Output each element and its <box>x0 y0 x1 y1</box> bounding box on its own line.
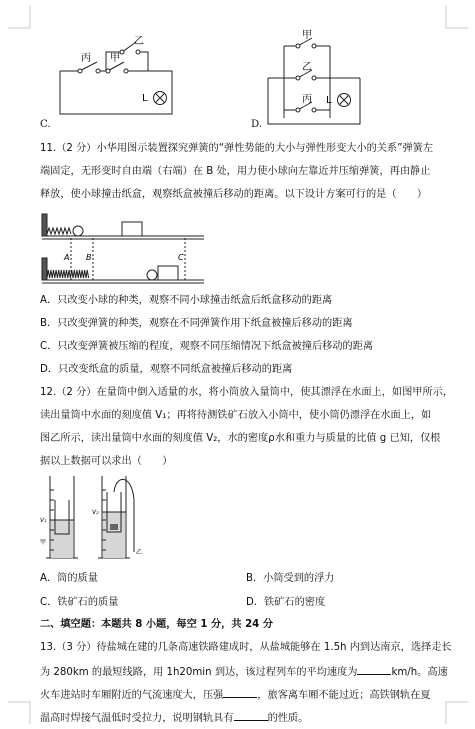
q13-blank-pressure[interactable] <box>223 687 257 698</box>
q13-line-4-text-b: 的性质。 <box>267 713 309 724</box>
circuit-d-label-bing: 丙 <box>302 94 312 105</box>
q13-line-4 <box>40 710 308 726</box>
q11-line-2: 端固定，无形变时自由端（右端）在 B 处，用力使小球向左靠近并压缩弹簧，再由静止 <box>40 166 431 177</box>
q12-line-4: 据以上数据可以求出（ ） <box>40 456 173 467</box>
q12-line-3: 图乙所示，读出量筒中水面的刻度值 V₂，水的密度ρ水和重力与质量的比值 g 已知，仅根 <box>40 433 441 444</box>
q13-line-2-text-a: 为 280km 的最短线路，用 1h20min 到达，该过程列车的平均速度为 <box>40 667 358 678</box>
q12-figure-label-jia: 甲 <box>40 539 47 546</box>
q13-line-1: 13.（3 分）待盐城在建的几条高速铁路建成时，从盐城能够在 1.5h 内到达南京，选择走长 <box>40 642 452 653</box>
circuit-diagram-c <box>52 30 182 122</box>
q11-option-a: A．只改变小球的种类，观察不同小球撞击纸盒后纸盒移动的距离 <box>40 295 333 306</box>
corner-mark-bottom-left <box>8 702 30 724</box>
circuit-d-label-yi: 乙 <box>302 62 312 73</box>
q13-line-4-text-a: 温高时焊接气温低时受拉力，说明钢轨具有 <box>40 713 234 724</box>
q12-option-b: B．小筒受到的浮力 <box>246 573 335 584</box>
q11-line-1: 11.（2 分）小华用图示装置探究弹簧的“弹性势能的大小与弹性形变大小的关系”弹簧左 <box>40 143 434 154</box>
circuit-c-label-yi: 乙 <box>134 36 144 47</box>
circuit-c-label-bing: 丙 <box>81 53 91 64</box>
q11-option-b: B．只改变弹簧的种类，观察在不同弹簧作用下纸盒被撞后移动的距离 <box>40 318 353 329</box>
q12-figure-label-yi: 乙 <box>136 549 143 556</box>
q12-option-d: D．铁矿石的密度 <box>246 597 326 608</box>
q13-line-2 <box>40 664 448 680</box>
q13-line-3-text-b: ，旅客离车厢不能过近；高铁钢轨在夏 <box>257 690 431 701</box>
q12-figure-label-v1: V₁ <box>40 517 47 524</box>
circuit-d-label-lamp: L <box>326 95 332 106</box>
option-d-label: D. <box>251 119 263 130</box>
q12-option-c: C．铁矿石的质量 <box>40 597 119 608</box>
q12-figure-label-v2: V₂ <box>92 509 99 516</box>
circuit-d-label-jia: 甲 <box>302 30 312 41</box>
q11-spring-apparatus-figure <box>40 208 206 284</box>
corner-mark-top-left <box>8 6 30 28</box>
q13-blank-speed[interactable] <box>357 664 391 675</box>
q13-line-3 <box>40 687 431 703</box>
circuit-c-label-jia: 甲 <box>110 53 120 64</box>
q11-figure-label-a: A <box>64 253 70 262</box>
q13-line-2-text-b: km/h。高速 <box>391 667 448 678</box>
circuit-diagram-d <box>262 28 370 132</box>
q13-line-3-text-a: 火车进站时车厢附近的气流速度大，压强 <box>40 690 224 701</box>
q11-option-c: C．只改变弹簧被压缩的程度，观察不同压缩情况下纸盒被撞后移动的距离 <box>40 341 374 352</box>
corner-mark-bottom-right <box>446 702 468 724</box>
q11-figure-label-b: B <box>86 253 92 262</box>
option-c-label: C. <box>40 119 51 130</box>
q11-figure-label-c: C <box>178 253 184 262</box>
q12-line-1: 12.（2 分）在量筒中倒入适量的水，将小筒放入量筒中，使其漂浮在水面上，如图甲所示， <box>40 387 454 398</box>
q11-line-3: 释放，使小球撞击纸盒，观察纸盒被撞后移动的距离。以下设计方案可行的是（ ） <box>40 189 428 200</box>
circuit-c-label-lamp: L <box>142 93 148 104</box>
q12-line-2: 读出量筒中水面的刻度值 V₁；再将待测铁矿石放入小筒中，使小筒仍漂浮在水面上，如 <box>40 410 432 421</box>
q12-graduated-cylinder-figure <box>40 470 160 566</box>
q11-option-d: D．只改变纸盒的质量，观察不同纸盒被撞后移动的距离 <box>40 364 293 375</box>
q12-option-a: A．筒的质量 <box>40 573 98 584</box>
section-2-heading: 二、填空题：本题共 8 小题，每空 1 分，共 24 分 <box>40 619 274 630</box>
corner-mark-top-right <box>446 6 468 28</box>
q13-blank-property[interactable] <box>234 710 268 721</box>
